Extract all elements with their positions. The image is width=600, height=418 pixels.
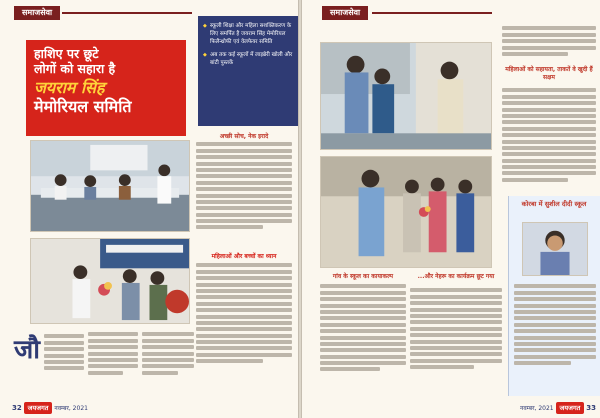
page-number: 32 (12, 404, 22, 412)
highlight-item: ◆ स्कूली शिक्षा और महिला सशक्तिकरण के लिए समर्पित है जयराम सिंह मेमोरियल फिलैन्थ्रोफी एवं वेलफेयर समिति (203, 22, 293, 46)
page-footer (12, 402, 292, 414)
pull-quote: महिलाओं को सहायता, ताकतें वे खुदी हैं सक्षम (505, 66, 593, 81)
headline (26, 40, 186, 136)
drop-cap: जौ (14, 335, 41, 365)
subhead: गांव के स्कूल का कायाकल्प (332, 273, 394, 280)
page-footer (452, 402, 596, 414)
section-rule (62, 12, 192, 14)
event-photo (30, 140, 190, 232)
section-tag: समाजसेवा (14, 6, 60, 20)
subhead: ...और नेहरू का कार्यक्रम छूट गया (417, 273, 495, 280)
article-column (196, 261, 292, 391)
portrait-photo (522, 222, 588, 276)
article-column (502, 86, 596, 204)
subhead: अच्छी सोच, नेक इरादे (219, 133, 269, 140)
brand-logo: जयजगत (556, 402, 585, 414)
section-rule (372, 12, 492, 14)
article-column (44, 332, 84, 384)
article-column (320, 282, 406, 392)
article-column (502, 24, 596, 64)
brand-logo: जयजगत (24, 402, 53, 414)
headline-line-2: लोगों को सहारा है (34, 61, 116, 76)
right-page (302, 0, 600, 418)
headline-line-4: मेमोरियल समिति (34, 97, 132, 116)
article-column (514, 282, 596, 392)
girls-photo (320, 156, 492, 268)
headline-line-1: हाशिए पर छूटे (34, 46, 99, 61)
article-column (142, 330, 194, 386)
felicitation-photo (30, 238, 190, 324)
subhead: महिलाओं और बच्चों का ध्यान (211, 253, 277, 260)
highlight-item: ◆ अब तक कई स्कूलों में लाइब्रेरी खोली और बांटी पुस्तकें (203, 51, 293, 67)
sidebar-title: कोरबा में सुशील दीदी स्कूल (521, 200, 587, 208)
article-column (196, 140, 292, 250)
page-number: 33 (586, 404, 596, 412)
issue-date: नवम्बर, 2021 (54, 405, 88, 412)
hug-photo (320, 42, 492, 150)
issue-date: नवम्बर, 2021 (520, 405, 554, 412)
highlights-box (198, 16, 298, 126)
headline-line-3: जयराम सिंह (34, 78, 105, 97)
left-page (0, 0, 298, 418)
article-column (410, 286, 502, 392)
section-tag: समाजसेवा (322, 6, 368, 20)
article-column (88, 330, 138, 386)
